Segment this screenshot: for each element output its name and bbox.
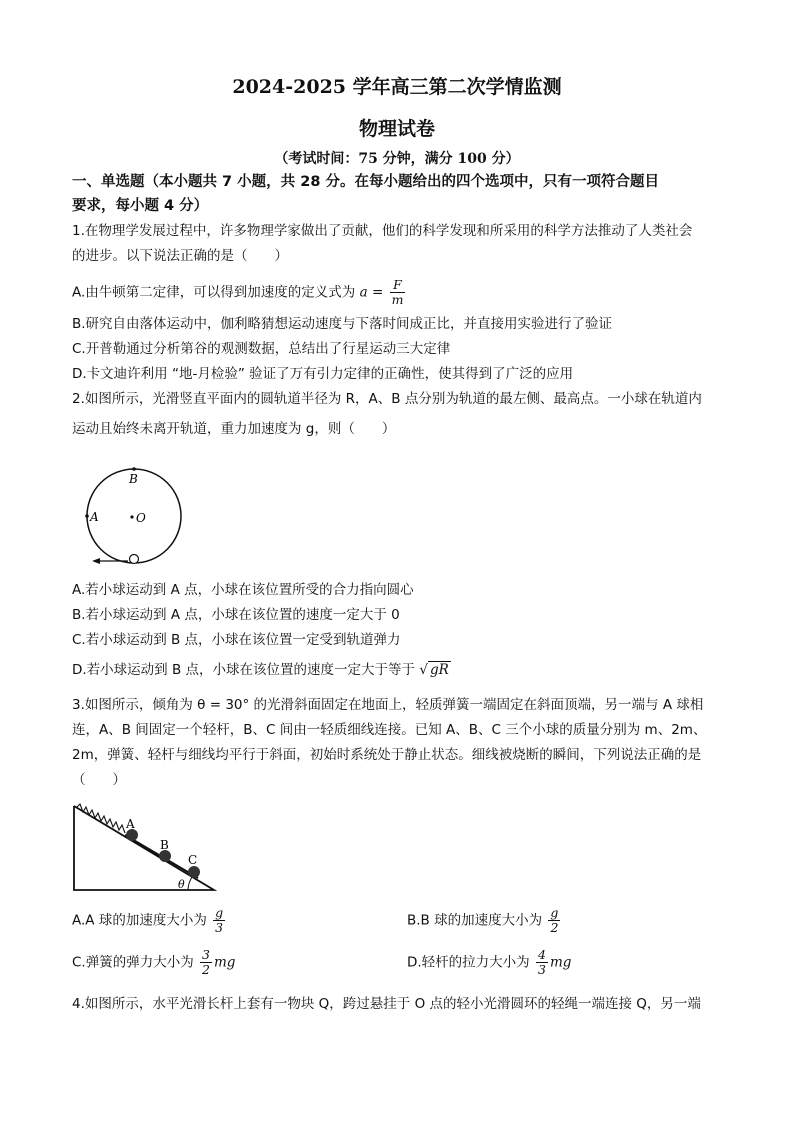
q3-stem-line3: 2m，弹簧、轻杆与细线均平行于斜面，初始时系统处于静止状态。细线被烧断的瞬间，下列说法正确的是 — [72, 747, 702, 763]
q1-option-a-numerator: F — [390, 278, 406, 293]
q3-option-b-fraction — [548, 906, 560, 935]
q3-option-d-fraction — [536, 948, 548, 977]
q3-option-d-unit: mg — [549, 954, 572, 971]
q3-option-b-numerator: g — [550, 905, 559, 920]
q3-option-d-text: D.轻杆的拉力大小为 — [407, 954, 530, 971]
q4-stem-line1: 4.如图所示，水平光滑长杆上套有一物块 Q，跨过悬挂于 O 点的轻小光滑圆环的轻绳一端连接 Q，另一端 — [72, 996, 701, 1012]
q3-label-b: B — [160, 838, 169, 852]
q3-option-d-numerator: 4 — [537, 947, 546, 962]
q1-option-a-text: A.由牛顿第二定律，可以得到加速度的定义式为 — [72, 284, 356, 301]
q2-label-o: O — [136, 511, 146, 525]
q1-option-b: B.研究自由落体运动中，伽利略猜想运动速度与下落时间成正比，并直接用实验进行了验证 — [72, 316, 613, 332]
exam-title: 2024-2025 学年高三第二次学情监测 — [232, 76, 562, 98]
q3-option-c-text: C.弹簧的弹力大小为 — [72, 954, 194, 971]
q3-option-a-numerator: g — [215, 905, 224, 920]
q3-option-d — [407, 948, 571, 977]
q2-option-a: A.若小球运动到 A 点，小球在该位置所受的合力指向圆心 — [72, 582, 414, 598]
q3-incline-figure — [70, 800, 220, 894]
q3-stem-line2: 连，A、B 间固定一个轻杆，B、C 间由一轻质细线连接。已知 A、B、C 三个小球的质量分别为 m、2m、 — [72, 722, 707, 738]
q2-point-a — [85, 514, 89, 518]
q3-option-c — [72, 948, 235, 977]
q2-option-b: B.若小球运动到 A 点，小球在该位置的速度一定大于 0 — [72, 607, 400, 623]
q3-stem-line1: 3.如图所示，倾角为 θ = 30° 的光滑斜面固定在地面上，轻质弹簧一端固定在斜面顶端，另一端与 A 球相 — [72, 697, 704, 713]
q3-option-d-denominator: 3 — [537, 962, 546, 977]
q2-point-b — [132, 467, 136, 471]
q1-option-a-denominator: m — [391, 292, 404, 307]
q2-option-c: C.若小球运动到 B 点，小球在该位置一定受到轨道弹力 — [72, 632, 401, 648]
section-heading-line1: 一、单选题（本小题共 7 小题，共 28 分。在每小题给出的四个选项中，只有一项符合题目 — [72, 174, 659, 190]
q3-stem-line4: （ ） — [72, 772, 126, 788]
q3-spring — [76, 804, 125, 833]
q2-stem-line2: 运动且始终未离开轨道，重力加速度为 g，则（ ） — [72, 421, 396, 437]
q2-option-d — [72, 660, 451, 680]
q3-option-a — [72, 906, 227, 935]
q2-option-d-radicand: gR — [429, 662, 449, 678]
q2-label-a: A — [90, 510, 99, 524]
q1-stem-line2: 的进步。以下说法正确的是（ ） — [72, 248, 288, 264]
q1-option-d: D.卡文迪许利用 “地-月检验” 验证了万有引力定律的正确性，使其得到了广泛的应用 — [72, 366, 574, 382]
q3-option-b-denominator: 2 — [550, 920, 559, 935]
exam-info: （考试时间：75 分钟，满分 100 分） — [274, 151, 520, 167]
q2-center-o — [130, 515, 133, 518]
q1-option-a-eq: = — [371, 284, 384, 301]
q1-option-a-fraction — [390, 278, 406, 307]
q2-option-d-text: D.若小球运动到 B 点，小球在该位置的速度一定大于等于 — [72, 662, 416, 678]
q3-label-theta: θ — [178, 878, 185, 891]
q3-option-b — [407, 906, 562, 935]
q2-arrow-head — [92, 558, 100, 564]
q3-option-a-denominator: 3 — [215, 920, 224, 935]
q2-stem-line1: 2.如图所示，光滑竖直平面内的圆轨道半径为 R，A、B 点分别为轨道的最左侧、最高点。一小球在轨道内 — [72, 391, 702, 407]
q3-option-a-text: A.A 球的加速度大小为 — [72, 912, 207, 929]
q2-option-d-sqrt: √ gR — [419, 662, 449, 678]
q3-option-c-numerator: 3 — [202, 947, 210, 962]
q3-angle-arc — [188, 877, 192, 890]
q3-option-c-fraction — [200, 948, 212, 977]
q3-option-c-denominator: 2 — [202, 962, 210, 977]
q2-ball — [130, 555, 139, 564]
q3-option-b-text: B.B 球的加速度大小为 — [407, 912, 543, 929]
q3-option-a-fraction — [213, 906, 225, 935]
q3-ball-c — [188, 866, 200, 878]
subject-title: 物理试卷 — [358, 118, 435, 140]
q3-option-c-unit: mg — [213, 954, 236, 971]
q1-stem-line1: 1.在物理学发展过程中，许多物理学家做出了贡献，他们的科学发现和所采用的科学方法推动了人类社会 — [72, 223, 693, 239]
q2-circular-track-figure — [70, 455, 200, 575]
q1-option-a — [72, 278, 407, 307]
section-heading-line2: 要求，每小题 4 分） — [72, 198, 209, 214]
q1-option-a-lhs: a — [359, 284, 368, 301]
q3-label-a: A — [126, 817, 135, 831]
q1-option-c: C.开普勒通过分析第谷的观测数据，总结出了行星运动三大定律 — [72, 341, 451, 357]
q3-label-c: C — [188, 853, 198, 867]
q2-label-b: B — [129, 472, 138, 486]
